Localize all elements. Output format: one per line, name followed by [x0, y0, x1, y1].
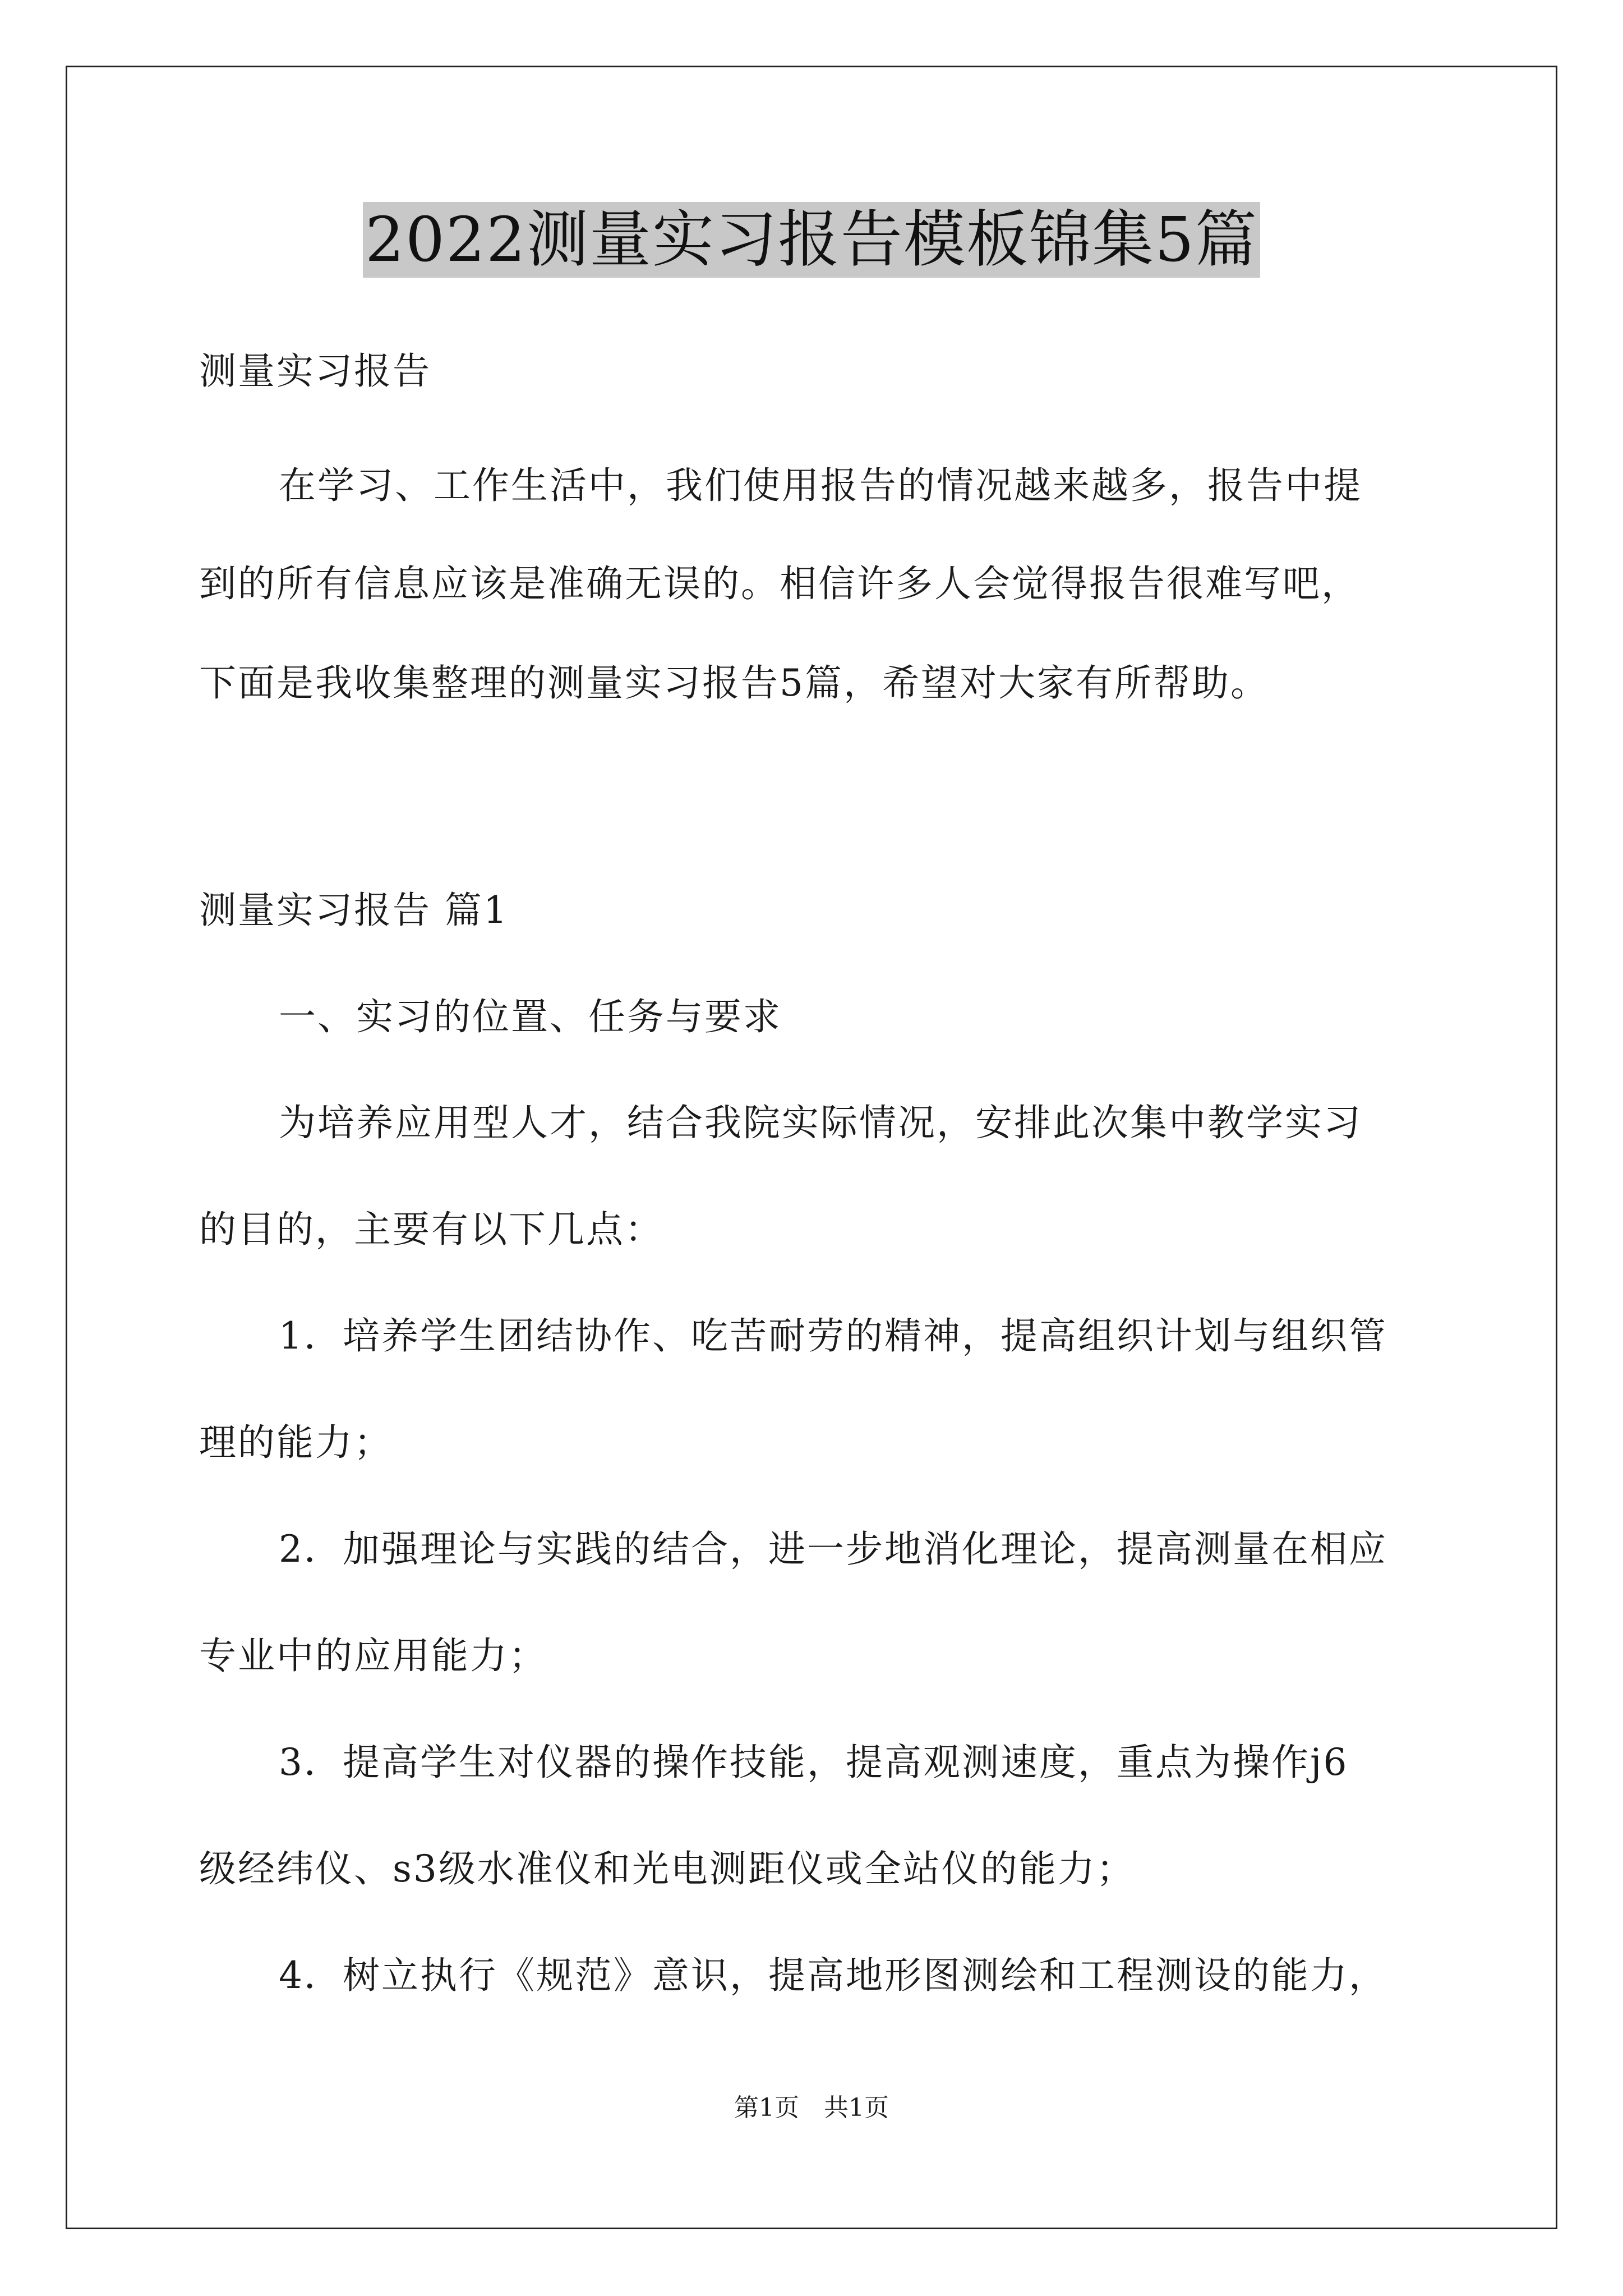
- intro-paragraph-line: 下面是我收集整理的测量实习报告5篇，希望对大家有所帮助。: [199, 661, 1269, 705]
- intro-paragraph-line: 在学习、工作生活中，我们使用报告的情况越来越多，报告中提: [279, 464, 1362, 507]
- paragraph-line: 为培养应用型人才，结合我院实际情况，安排此次集中教学实习: [279, 1101, 1362, 1144]
- list-item-line: 专业中的应用能力；: [199, 1634, 547, 1677]
- list-item-line: 3．提高学生对仪器的操作技能，提高观测速度，重点为操作j6: [279, 1741, 1349, 1784]
- list-item-line: 1．培养学生团结协作、吃苦耐劳的精神，提高组织计划与组织管: [279, 1314, 1387, 1358]
- paragraph-line: 的目的，主要有以下几点：: [199, 1208, 663, 1251]
- list-item-line: 级经纬仪、s3级水准仪和光电测距仪或全站仪的能力；: [199, 1847, 1135, 1890]
- intro-paragraph-line: 到的所有信息应该是准确无误的。相信许多人会觉得报告很难写吧，: [199, 562, 1360, 605]
- article-heading: 测量实习报告 篇1: [199, 889, 509, 932]
- section-heading: 测量实习报告: [199, 349, 431, 393]
- list-item-line: 4．树立执行《规范》意识，提高地形图测绘和工程测设的能力，: [279, 1954, 1387, 1997]
- subsection-heading: 一、实习的位置、任务与要求: [279, 995, 782, 1038]
- list-item-line: 理的能力；: [199, 1421, 393, 1464]
- title-container: [0, 202, 1623, 278]
- list-item-line: 2．加强理论与实践的结合，进一步地消化理论，提高测量在相应: [279, 1527, 1387, 1571]
- document-title: 2022测量实习报告模板锦集5篇: [363, 202, 1260, 278]
- page-footer: 第1页 共1页: [734, 2093, 889, 2122]
